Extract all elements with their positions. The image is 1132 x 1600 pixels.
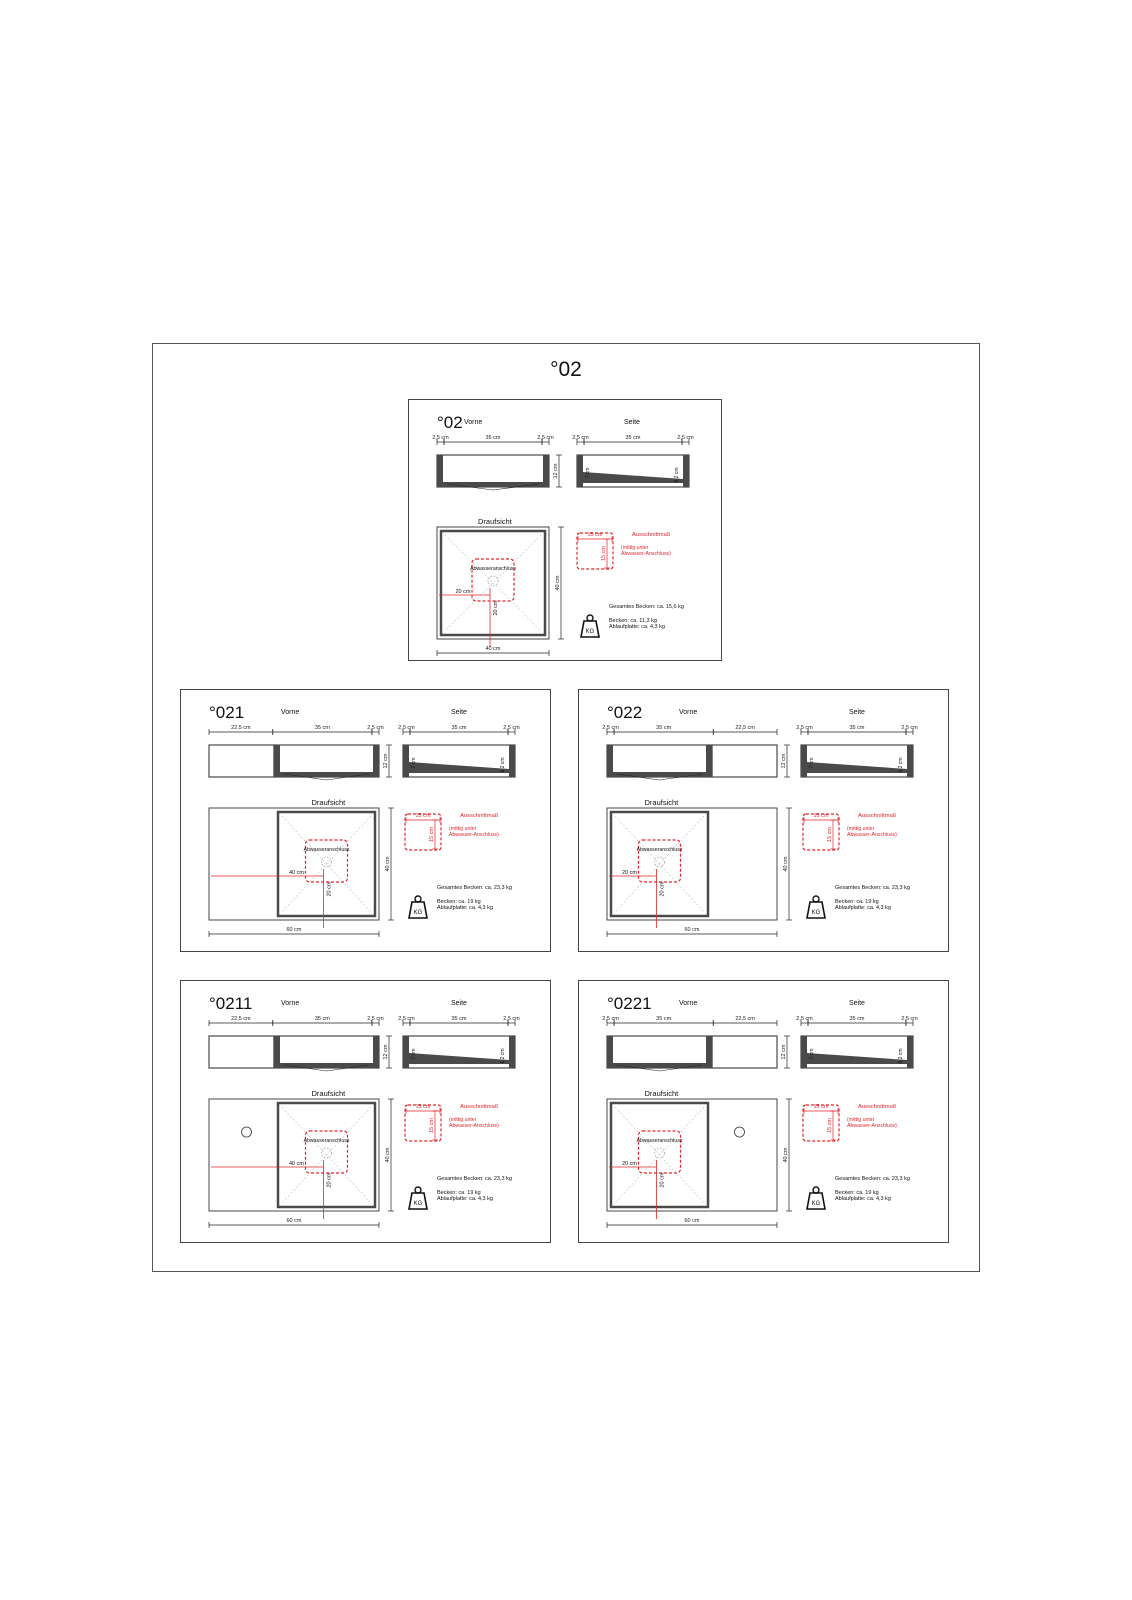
side-sloped-floor <box>807 762 907 773</box>
side-view-label: Seite <box>849 709 865 716</box>
side-height-1: 7 cm <box>411 757 417 769</box>
drainboard-front <box>712 745 777 777</box>
top-diagonals <box>615 816 704 912</box>
basin-floor <box>274 1063 379 1068</box>
top-outline <box>209 808 379 920</box>
side-height-1: 7 cm <box>809 757 815 769</box>
sheet-drawing <box>181 690 550 951</box>
top-depth-dim-label: 40 cm <box>783 856 789 872</box>
sheet-drawing <box>409 400 721 660</box>
cutout-h-dim-label: 15 cm <box>429 1118 435 1133</box>
side-height-1: 7 cm <box>585 467 591 479</box>
side-wall-right <box>509 745 515 777</box>
sheet-drawing <box>579 690 948 951</box>
basin-floor <box>607 772 712 777</box>
side-view-label: Seite <box>849 1000 865 1007</box>
cutout-label: Ausschnittmaß <box>858 813 897 819</box>
side-dim-0-label: 2,5 cm <box>796 1016 813 1022</box>
model-id: °021 <box>209 703 245 722</box>
side-view-label: Seite <box>451 1000 467 1007</box>
top-width-dim-label: 40 cm <box>485 646 501 652</box>
cutout-note-2: Abwasser-Anschluss) <box>449 1123 499 1129</box>
front-view-label: Vorne <box>281 709 300 716</box>
side-dim-0-label: 2,5 cm <box>572 435 589 441</box>
side-view-label: Seite <box>624 419 640 426</box>
cutout-h-dim-label: 15 cm <box>827 827 833 842</box>
weight-icon-label: KG <box>413 910 423 916</box>
front-dim-0-label: 22,5 cm <box>231 1016 251 1022</box>
top-width-dim-label: 60 cm <box>286 1218 302 1224</box>
cutout-w-dim-label: 15 cm <box>415 813 431 819</box>
top-outline <box>607 1099 777 1211</box>
front-dim-2-label: 22,5 cm <box>735 725 755 731</box>
tap-hole <box>242 1127 252 1137</box>
drain-x-label: 20 cm <box>622 870 637 876</box>
top-view-label: Draufsicht <box>644 1089 679 1098</box>
cutout-h-dim-label: 15 cm <box>429 827 435 842</box>
side-dim-1-label: 35 cm <box>849 1016 865 1022</box>
weight-total: Gesamtes Becken: ca. 15,6 kg <box>609 604 684 610</box>
basin-floor <box>274 772 379 777</box>
cutout-note-2: Abwasser-Anschluss) <box>449 832 499 838</box>
cutout-note-1: (mittig unter <box>621 545 649 551</box>
height-dim-label: 12 cm <box>781 753 787 769</box>
side-dim-2-label: 2,5 cm <box>503 725 520 731</box>
front-dim-2-label: 22,5 cm <box>735 1016 755 1022</box>
weight-total: Gesamtes Becken: ca. 23,3 kg <box>835 885 910 891</box>
front-view-label: Vorne <box>679 1000 698 1007</box>
side-sloped-floor <box>409 1053 509 1064</box>
cutout-spec-box <box>577 533 613 569</box>
weight-basin: Becken: ca. 19 kg <box>835 899 879 905</box>
drain-x-label: 40 cm <box>289 870 304 876</box>
front-dim-0-label: 2,5 cm <box>602 1016 619 1022</box>
cutout-w-dim-label: 15 cm <box>813 813 829 819</box>
side-height-1: 7 cm <box>411 1048 417 1060</box>
front-dim-2-label: 2,5 cm <box>367 1016 384 1022</box>
page-title: °02 <box>550 358 582 381</box>
side-dim-2-label: 2,5 cm <box>677 435 694 441</box>
front-view-label: Vorne <box>679 709 698 716</box>
cutout-note-2: Abwasser-Anschluss) <box>621 551 671 557</box>
drain-y-label: 20 cm <box>493 600 499 616</box>
weight-total: Gesamtes Becken: ca. 23,3 kg <box>835 1176 910 1182</box>
cutout-note-1: (mittig unter <box>449 826 477 832</box>
tap-hole <box>735 1127 745 1137</box>
cutout-note-1: (mittig unter <box>449 1117 477 1123</box>
cutout-spec-box <box>803 814 839 850</box>
side-height-2: 6,2 cm <box>500 1048 506 1064</box>
front-dim-0-label: 22,5 cm <box>231 725 251 731</box>
drain-y-label: 20 cm <box>326 881 333 897</box>
drain-icon <box>322 1148 332 1158</box>
drain-y-label: 20 cm <box>659 1172 666 1188</box>
weight-basin: Becken: ca. 11,3 kg <box>609 618 657 624</box>
side-height-1: 7 cm <box>809 1048 815 1060</box>
drain-label: Abwasseranschluss <box>636 847 683 853</box>
front-dim-1-label: 35 cm <box>314 725 330 731</box>
sheet-0221 <box>578 980 949 1243</box>
basin-floor <box>437 482 549 487</box>
side-dim-2-label: 2,5 cm <box>503 1016 520 1022</box>
side-dim-0-label: 2,5 cm <box>796 725 813 731</box>
weight-drainboard: Ablaufplatte: ca. 4,3 kg <box>835 905 891 911</box>
weight-total: Gesamtes Becken: ca. 23,3 kg <box>437 885 512 891</box>
weight-icon-handle <box>813 896 819 902</box>
weight-total: Gesamtes Becken: ca. 23,3 kg <box>437 1176 512 1182</box>
sheet-021 <box>180 689 551 952</box>
weight-icon-handle <box>813 1187 819 1193</box>
side-wall-right <box>907 1036 913 1068</box>
front-dim-2-label: 2,5 cm <box>367 725 384 731</box>
top-diagonals <box>445 535 541 631</box>
weight-basin: Becken: ca. 19 kg <box>835 1190 879 1196</box>
drain-x-label: 20 cm <box>622 1161 637 1167</box>
height-dim-label: 12 cm <box>781 1044 787 1060</box>
front-dim-1-label: 35 cm <box>656 1016 672 1022</box>
side-wall-right <box>509 1036 515 1068</box>
weight-drainboard: Ablaufplatte: ca. 4,3 kg <box>437 905 493 911</box>
height-dim-label: 12 cm <box>383 753 389 769</box>
drain-x-label: 20 cm <box>455 589 471 595</box>
front-dim-0-label: 2,5 cm <box>602 725 619 731</box>
cutout-label: Ausschnittmaß <box>858 1104 897 1110</box>
drain-icon <box>655 857 665 867</box>
top-width-dim-label: 60 cm <box>684 1218 700 1224</box>
side-dim-1-label: 35 cm <box>625 435 641 441</box>
cutout-w-dim-label: 15 cm <box>415 1104 431 1110</box>
side-sloped-floor <box>409 762 509 773</box>
sheet-drawing <box>181 981 550 1242</box>
weight-drainboard: Ablaufplatte: ca. 4,3 kg <box>609 624 665 630</box>
side-dim-2-label: 2,5 cm <box>901 725 918 731</box>
weight-basin: Becken: ca. 19 kg <box>437 899 481 905</box>
top-width-dim-label: 60 cm <box>684 927 700 933</box>
weight-icon-label: KG <box>585 629 595 635</box>
side-dim-2-label: 2,5 cm <box>901 1016 918 1022</box>
height-dim-label: 12 cm <box>383 1044 389 1060</box>
front-view-label: Vorne <box>464 419 483 426</box>
side-height-2: 6,2 cm <box>898 1048 904 1064</box>
side-dim-1-label: 35 cm <box>451 725 467 731</box>
cutout-note-1: (mittig unter <box>847 826 875 832</box>
drain-label: Abwasseranschluss <box>470 566 516 572</box>
top-diagonals <box>282 1107 371 1203</box>
drain-icon <box>322 857 332 867</box>
cutout-note-1: (mittig unter <box>847 1117 875 1123</box>
side-wall-left <box>403 745 409 777</box>
drain-y-label: 20 cm <box>659 881 666 897</box>
drain-label: Abwasseranschluss <box>303 1138 350 1144</box>
front-dim-0-label: 2,5 cm <box>432 435 449 441</box>
side-sloped-floor <box>807 1053 907 1064</box>
cutout-w-dim-label: 15 cm <box>587 532 603 538</box>
weight-basin: Becken: ca. 19 kg <box>437 1190 481 1196</box>
cutout-note-2: Abwasser-Anschluss) <box>847 832 897 838</box>
drain-label: Abwasseranschluss <box>303 847 350 853</box>
cutout-label: Ausschnittmaß <box>460 1104 499 1110</box>
top-view-label: Draufsicht <box>311 1089 346 1098</box>
top-diagonals <box>615 1107 704 1203</box>
basin-floor <box>607 1063 712 1068</box>
drain-icon <box>655 1148 665 1158</box>
top-depth-dim-label: 40 cm <box>783 1147 789 1163</box>
sheet-022 <box>578 689 949 952</box>
cutout-label: Ausschnittmaß <box>632 532 671 538</box>
drain-y-label: 20 cm <box>326 1172 333 1188</box>
cutout-label: Ausschnittmaß <box>460 813 499 819</box>
drain-icon <box>488 576 498 586</box>
side-dim-0-label: 2,5 cm <box>398 1016 415 1022</box>
top-view-label: Draufsicht <box>644 798 679 807</box>
sheet-drawing <box>579 981 948 1242</box>
top-diagonals <box>282 816 371 912</box>
cutout-spec-box <box>405 1105 441 1141</box>
weight-drainboard: Ablaufplatte: ca. 4,3 kg <box>437 1196 493 1202</box>
top-depth-dim-label: 40 cm <box>385 856 391 872</box>
cutout-h-dim-label: 15 cm <box>601 546 607 561</box>
side-dim-0-label: 2,5 cm <box>398 725 415 731</box>
side-height-2: 6,2 cm <box>500 757 506 773</box>
weight-drainboard: Ablaufplatte: ca. 4,3 kg <box>835 1196 891 1202</box>
side-wall-right <box>683 455 689 487</box>
side-view-label: Seite <box>451 709 467 716</box>
sheet-02 <box>408 399 722 661</box>
side-dim-1-label: 35 cm <box>849 725 865 731</box>
side-dim-1-label: 35 cm <box>451 1016 467 1022</box>
front-view-label: Vorne <box>281 1000 300 1007</box>
weight-icon-label: KG <box>413 1201 423 1207</box>
top-width-dim-label: 60 cm <box>286 927 302 933</box>
drainboard-front <box>209 1036 274 1068</box>
cutout-w-dim-label: 15 cm <box>813 1104 829 1110</box>
weight-icon-handle <box>587 615 593 621</box>
side-height-2: 6,2 cm <box>898 757 904 773</box>
model-id: °0211 <box>209 994 253 1013</box>
front-dim-1-label: 35 cm <box>656 725 672 731</box>
top-depth-dim-label: 40 cm <box>555 575 561 591</box>
cutout-note-2: Abwasser-Anschluss) <box>847 1123 897 1129</box>
side-height-2: 6,2 cm <box>674 467 680 483</box>
weight-icon-label: KG <box>811 1201 821 1207</box>
top-view-label: Draufsicht <box>311 798 346 807</box>
model-id: °0221 <box>607 994 652 1013</box>
side-wall-right <box>907 745 913 777</box>
drain-label: Abwasseranschluss <box>636 1138 683 1144</box>
top-view-label: Draufsicht <box>478 517 512 526</box>
weight-icon-handle <box>415 1187 421 1193</box>
front-dim-2-label: 2,5 cm <box>537 435 554 441</box>
cutout-spec-box <box>405 814 441 850</box>
front-dim-1-label: 35 cm <box>314 1016 330 1022</box>
weight-icon-label: KG <box>811 910 821 916</box>
model-id: °02 <box>437 413 463 432</box>
side-wall-left <box>577 455 583 487</box>
height-dim-label: 12 cm <box>553 463 559 479</box>
cutout-h-dim-label: 15 cm <box>827 1118 833 1133</box>
drain-x-label: 40 cm <box>289 1161 304 1167</box>
top-depth-dim-label: 40 cm <box>385 1147 391 1163</box>
drainboard-front <box>712 1036 777 1068</box>
side-wall-left <box>403 1036 409 1068</box>
drainboard-front <box>209 745 274 777</box>
model-id: °022 <box>607 703 643 722</box>
top-outline <box>607 808 777 920</box>
sheet-0211 <box>180 980 551 1243</box>
side-wall-left <box>801 1036 807 1068</box>
side-sloped-floor <box>583 472 683 483</box>
cutout-spec-box <box>803 1105 839 1141</box>
side-wall-left <box>801 745 807 777</box>
front-dim-1-label: 35 cm <box>485 435 501 441</box>
top-outline <box>209 1099 379 1211</box>
weight-icon-handle <box>415 896 421 902</box>
